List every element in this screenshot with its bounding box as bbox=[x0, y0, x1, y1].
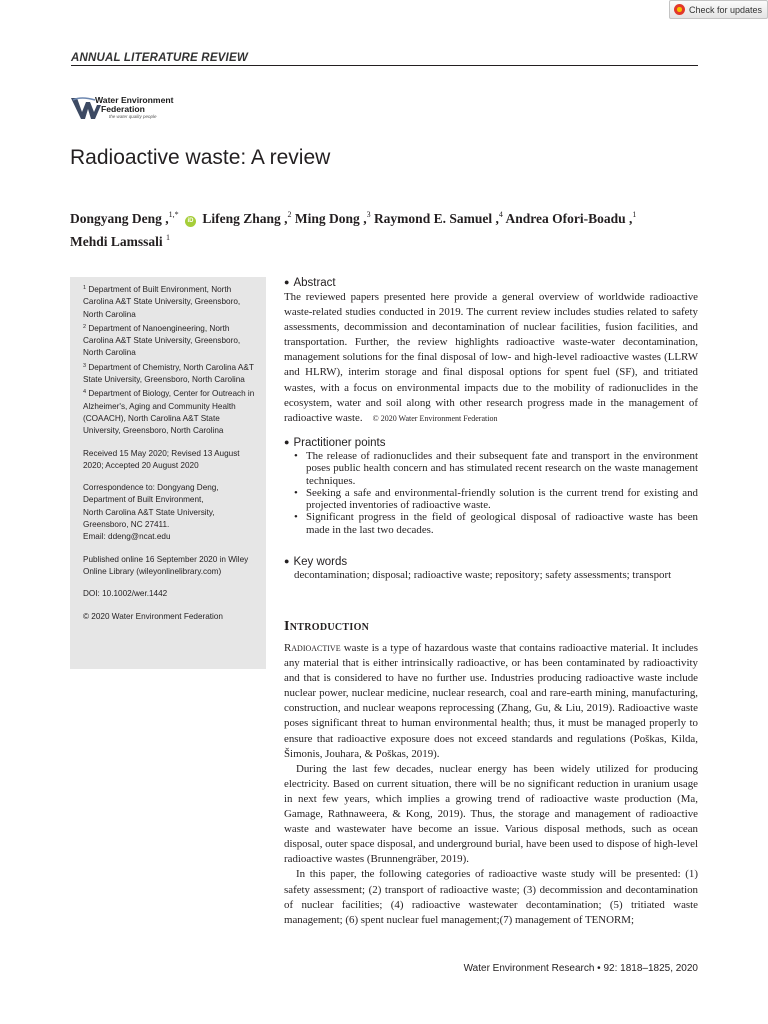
logo-line2: Federation bbox=[101, 104, 145, 114]
journal-footer: Water Environment Research • 92: 1818–1825, 2020 bbox=[463, 963, 698, 974]
list-item: • Significant progress in the field of geological disposal of radioactive waste has been made in the last two decades. bbox=[306, 511, 698, 536]
orcid-icon[interactable]: iD bbox=[185, 216, 196, 227]
affiliation: $^3$ Department of Chemistry, North Carolina A&T State University, Greensboro, North Carolina bbox=[83, 362, 254, 385]
section-tag: ANNUAL LITERATURE REVIEW bbox=[71, 52, 248, 64]
affiliation: $^1$ Department of Built Environment, North Carolina A&T State University, Greensboro, North Carolina bbox=[83, 285, 241, 319]
author[interactable]: Ming Dong ,$^3$ bbox=[294, 210, 371, 226]
body-paragraph: Radioactive waste is a type of hazardous waste that contains radioactive material. It includes any material that is either intrinsically radioactive, or has been contaminated by radioactivity and that is considered to have no further use. Industries producing radioactive waste include nuclear power, nuclear medicine, nuclear research, coal and rare-earth mining, manufacturing, construction, and nuclear weapons reprocessing (Zhang, Gu, & Liu, 2019). Radioactive waste poses significant threat to human environmental health; thus, it must be managed properly to ensure that radioactive exposure does not exceed standards and regulations (Poškas, Kilda, Šimonis, Jouhara, & Poškas, 2019). bbox=[284, 642, 698, 760]
abstract-copyright: © 2020 Water Environment Federation bbox=[372, 413, 498, 423]
article-info-sidebar bbox=[70, 277, 266, 669]
check-for-updates-button[interactable] bbox=[669, 0, 768, 19]
published-online: Published online 16 September 2020 in Wiley Online Library (wileyonlinelibrary.com) bbox=[83, 554, 249, 576]
practitioner-points-list bbox=[284, 450, 698, 536]
bullet-icon: ● bbox=[284, 556, 290, 566]
check-for-updates-label: Check for updates bbox=[689, 4, 763, 15]
doi-link[interactable]: DOI: 10.1002/wer.1442 bbox=[83, 589, 168, 599]
author[interactable]: Dongyang Deng ,$^{1,*}$ bbox=[70, 210, 179, 226]
bullet-icon: ● bbox=[284, 437, 290, 447]
logo-line1: Water Environment bbox=[95, 95, 174, 105]
affiliation: $^2$ Department of Nanoengineering, North Carolina A&T State University, Greensboro, North Carolina bbox=[83, 323, 241, 358]
section-rule bbox=[71, 65, 698, 66]
correspondence: Correspondence to: Dongyang Deng, Department of Built Environment, North Carolina A&T State University, Greensboro, NC 27411. Email: ddeng@ncat.edu bbox=[83, 482, 258, 543]
abstract-text: The reviewed papers presented here provide a general overview of worldwide radioactive waste-related studies conducted in 2019. The current review includes studies related to safety assessments, decommission and decontamination of nuclear facilities, fusion facilities, and transportation. Further, the review highlights radioactive waste-water decontamination, management solutions for the final disposal of low- and high-level radioactive wastes (LLRW and HLRW), interim storage and final disposal options for spent fuel (SF), and tritiated wastes, with a focus on environmental impacts due to the mobility of radionuclides in the ecosystem, water and soil along with other research progress made in the management of radioactive waste. © 2020 Water Environment Federation bbox=[284, 291, 698, 424]
author[interactable]: Raymond E. Samuel ,$^4$ bbox=[373, 210, 503, 226]
sidebar-copyright: © 2020 Water Environment Federation bbox=[83, 611, 223, 621]
author[interactable]: Lifeng Zhang ,$^2$ bbox=[202, 210, 292, 226]
article-title: Radioactive waste: A review bbox=[70, 146, 331, 169]
practitioner-points-heading: ● Practitioner points bbox=[284, 437, 386, 449]
introduction-section bbox=[284, 619, 698, 928]
affiliation: $^4$ Department of Biology, Center for Outreach in Alzheimer's, Aging and Community Health (COAACH), North Carolina A&T State University, Greensboro, North Carolina bbox=[83, 389, 255, 436]
list-item: • The release of radionuclides and their subsequent fate and transport in the environment poses public health concern and has stimulated recent research on the waste management techniques. bbox=[306, 450, 698, 487]
crossmark-icon bbox=[674, 4, 685, 15]
abstract-section bbox=[284, 277, 698, 426]
introduction-heading: Introduction bbox=[284, 619, 370, 634]
body-paragraph: In this paper, the following categories of radioactive waste study will be presented: (1) safety assessment; (2) transport of radioactive waste; (3) decommission and decontamination of nuclear facilities; (4) radioactive wastewater decontamination; (5) tritiated waste management; (6) spent nuclear fuel management;(7) management of TENORM; bbox=[284, 868, 698, 926]
author-list bbox=[70, 205, 710, 251]
practitioner-points-section bbox=[284, 437, 698, 536]
logo-tagline: the water quality people bbox=[109, 114, 157, 119]
list-item: • Seeking a safe and environmental-friendly solution is the current trend for existing and projected inventories of radioactive waste. bbox=[306, 487, 698, 512]
keywords-text: decontamination; disposal; radioactive waste; repository; safety assessments; transport bbox=[294, 569, 672, 581]
bullet-icon: ● bbox=[284, 277, 290, 287]
abstract-heading: ● Abstract bbox=[284, 277, 336, 289]
received-dates: Received 15 May 2020; Revised 13 August 2020; Accepted 20 August 2020 bbox=[83, 448, 240, 470]
author[interactable]: Mehdi Lamssali $^1$ bbox=[70, 233, 171, 249]
author[interactable]: Andrea Ofori-Boadu ,$^1$ bbox=[505, 210, 637, 226]
email-link[interactable]: Email: ddeng@ncat.edu bbox=[83, 532, 171, 542]
keywords-section bbox=[284, 556, 698, 582]
wef-logo bbox=[71, 95, 191, 125]
body-paragraph: During the last few decades, nuclear energy has been widely utilized for producing electricity. Based on current situation, there will be no significant reduction in uranium usage in next few years, which implies a growing trend of radioactive waste production (Ma, Gamage, Rathnaweera, & Kong, 2019). Thus, the storage and management of radioactive waste and wastewater have become an issue. Various disposal methods, such as ocean disposal, outer space disposal, and underground burial, have been used to dispose of high-level radioactive wastes (Brunnengräber, 2019). bbox=[284, 762, 698, 866]
keywords-heading: ● Key words bbox=[284, 556, 348, 568]
